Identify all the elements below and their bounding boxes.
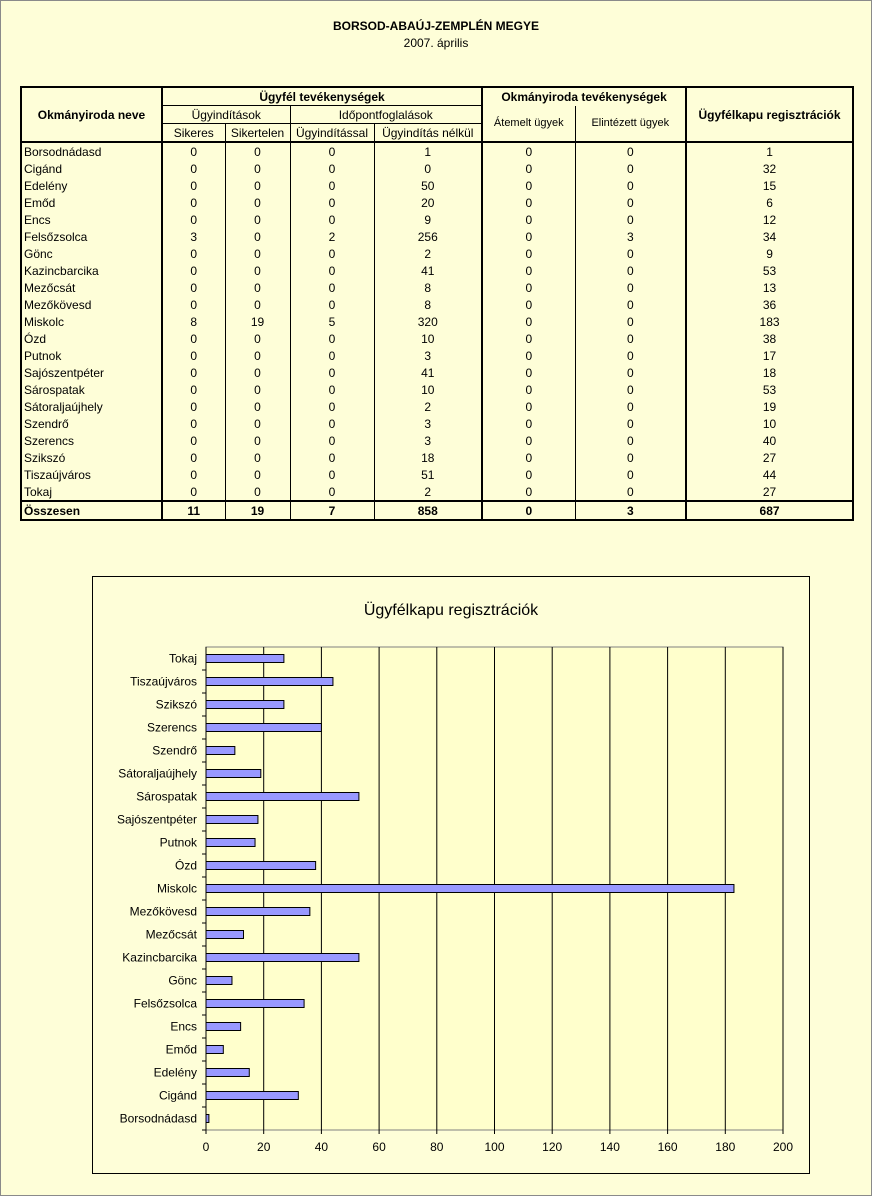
value-cell: 0 [162, 160, 225, 177]
value-cell: 0 [575, 313, 686, 330]
bar [206, 1046, 223, 1054]
value-cell: 13 [686, 279, 853, 296]
table-row [21, 194, 853, 211]
value-cell: 0 [225, 347, 290, 364]
category-label: Putnok [159, 835, 197, 850]
table-row [21, 398, 853, 415]
value-cell: 0 [374, 160, 482, 177]
office-name-cell: Mezőcsát [21, 279, 162, 296]
category-label: Sárospatak [136, 789, 197, 804]
value-cell: 0 [225, 381, 290, 398]
value-cell: 0 [482, 194, 575, 211]
office-name-cell: Sárospatak [21, 381, 162, 398]
value-cell: 0 [575, 483, 686, 501]
report-header [0, 17, 872, 52]
total-cell: 11 [162, 501, 225, 520]
value-cell: 9 [374, 211, 482, 228]
value-cell: 10 [686, 415, 853, 432]
value-cell: 15 [686, 177, 853, 194]
value-cell: 0 [162, 432, 225, 449]
table-row [21, 160, 853, 177]
value-cell: 2 [374, 398, 482, 415]
value-cell: 0 [162, 279, 225, 296]
value-cell: 3 [575, 228, 686, 245]
table-row [21, 330, 853, 347]
value-cell: 0 [290, 415, 374, 432]
value-cell: 0 [162, 142, 225, 160]
value-cell: 0 [482, 398, 575, 415]
bar [206, 885, 734, 893]
value-cell: 183 [686, 313, 853, 330]
value-cell: 0 [290, 279, 374, 296]
bar-chart [93, 577, 809, 1173]
bar [206, 816, 258, 824]
value-cell: 0 [575, 432, 686, 449]
value-cell: 0 [162, 483, 225, 501]
office-name-cell: Cigánd [21, 160, 162, 177]
office-name-cell: Sajószentpéter [21, 364, 162, 381]
bar [206, 1115, 209, 1123]
value-cell: 12 [686, 211, 853, 228]
table-row [21, 432, 853, 449]
value-cell: 0 [482, 262, 575, 279]
table-row [21, 177, 853, 194]
bar [206, 954, 359, 962]
value-cell: 27 [686, 449, 853, 466]
value-cell: 0 [575, 160, 686, 177]
value-cell: 0 [575, 347, 686, 364]
value-cell: 1 [374, 142, 482, 160]
statistics-table [20, 86, 854, 521]
value-cell: 0 [290, 142, 374, 160]
value-cell: 0 [225, 177, 290, 194]
value-cell: 0 [290, 194, 374, 211]
value-cell: 0 [162, 177, 225, 194]
x-tick-label: 40 [314, 1140, 329, 1154]
value-cell: 0 [162, 245, 225, 262]
value-cell: 0 [482, 483, 575, 501]
value-cell: 0 [482, 313, 575, 330]
x-tick-label: 20 [257, 1140, 271, 1154]
value-cell: 0 [225, 330, 290, 347]
chart-title: Ügyfélkapu regisztrációk [363, 602, 539, 619]
value-cell: 10 [374, 330, 482, 347]
total-cell: 7 [290, 501, 374, 520]
office-name-cell: Szerencs [21, 432, 162, 449]
bar [206, 793, 359, 801]
value-cell: 3 [162, 228, 225, 245]
value-cell: 0 [162, 194, 225, 211]
value-cell: 0 [225, 466, 290, 483]
value-cell: 0 [482, 296, 575, 313]
bar [206, 977, 232, 985]
value-cell: 0 [290, 483, 374, 501]
value-cell: 18 [374, 449, 482, 466]
x-tick-label: 80 [430, 1140, 444, 1154]
value-cell: 0 [225, 296, 290, 313]
total-cell: 858 [374, 501, 482, 520]
col-header-ugyinditas-nelkul: Ügyindítás nélkül [374, 124, 482, 143]
category-label: Szikszó [155, 697, 197, 712]
sub-header-idopont: Időpontfoglalások [290, 106, 482, 124]
bar [206, 1023, 241, 1031]
col-header-atemelt: Átemelt ügyek [482, 106, 575, 143]
chart-panel [92, 576, 810, 1174]
value-cell: 17 [686, 347, 853, 364]
value-cell: 0 [482, 142, 575, 160]
value-cell: 0 [225, 364, 290, 381]
category-label: Kazincbarcika [122, 950, 197, 965]
office-name-cell: Borsodnádasd [21, 142, 162, 160]
total-cell: 0 [482, 501, 575, 520]
bar [206, 931, 244, 939]
x-tick-label: 60 [372, 1140, 386, 1154]
table-row [21, 262, 853, 279]
value-cell: 18 [686, 364, 853, 381]
office-name-cell: Emőd [21, 194, 162, 211]
value-cell: 0 [162, 364, 225, 381]
value-cell: 0 [225, 279, 290, 296]
category-label: Encs [170, 1019, 197, 1034]
value-cell: 0 [575, 279, 686, 296]
value-cell: 19 [686, 398, 853, 415]
bar [206, 1092, 298, 1100]
value-cell: 0 [290, 296, 374, 313]
bar [206, 839, 255, 847]
value-cell: 36 [686, 296, 853, 313]
table-body [21, 142, 853, 501]
office-name-cell: Encs [21, 211, 162, 228]
category-label: Sátoraljaújhely [118, 766, 197, 781]
value-cell: 19 [225, 313, 290, 330]
value-cell: 0 [162, 381, 225, 398]
value-cell: 32 [686, 160, 853, 177]
value-cell: 8 [162, 313, 225, 330]
value-cell: 53 [686, 381, 853, 398]
office-name-cell: Kazincbarcika [21, 262, 162, 279]
office-name-cell: Sátoraljaújhely [21, 398, 162, 415]
total-cell: 19 [225, 501, 290, 520]
value-cell: 51 [374, 466, 482, 483]
table-row [21, 381, 853, 398]
value-cell: 0 [290, 381, 374, 398]
x-tick-label: 100 [484, 1140, 505, 1154]
value-cell: 0 [162, 466, 225, 483]
value-cell: 0 [482, 211, 575, 228]
value-cell: 1 [686, 142, 853, 160]
total-cell: Összesen [21, 501, 162, 520]
table-row [21, 279, 853, 296]
value-cell: 0 [482, 381, 575, 398]
value-cell: 0 [575, 466, 686, 483]
value-cell: 0 [162, 415, 225, 432]
value-cell: 0 [290, 211, 374, 228]
value-cell: 0 [482, 347, 575, 364]
bar [206, 862, 316, 870]
col-header-ugyfelkapu: Ügyfélkapu regisztrációk [686, 87, 853, 142]
value-cell: 0 [162, 296, 225, 313]
value-cell: 0 [225, 483, 290, 501]
category-label: Mezőcsát [145, 927, 197, 942]
table-row [21, 296, 853, 313]
value-cell: 0 [575, 364, 686, 381]
office-name-cell: Mezőkövesd [21, 296, 162, 313]
category-label: Ózd [174, 858, 197, 873]
value-cell: 0 [482, 228, 575, 245]
table-row [21, 483, 853, 501]
total-row [21, 501, 853, 520]
value-cell: 0 [575, 262, 686, 279]
value-cell: 0 [225, 194, 290, 211]
total-cell: 687 [686, 501, 853, 520]
sub-header-ugyinditasok: Ügyindítások [162, 106, 290, 124]
bar [206, 724, 321, 732]
table-row [21, 364, 853, 381]
value-cell: 0 [162, 398, 225, 415]
value-cell: 0 [225, 211, 290, 228]
category-label: Miskolc [156, 881, 197, 896]
value-cell: 27 [686, 483, 853, 501]
table-row [21, 211, 853, 228]
value-cell: 3 [374, 415, 482, 432]
value-cell: 0 [575, 381, 686, 398]
col-header-sikeres: Sikeres [162, 124, 225, 143]
value-cell: 0 [575, 177, 686, 194]
value-cell: 50 [374, 177, 482, 194]
bar [206, 1000, 304, 1008]
table-footer [21, 501, 853, 520]
value-cell: 0 [290, 177, 374, 194]
value-cell: 0 [162, 330, 225, 347]
value-cell: 0 [162, 347, 225, 364]
value-cell: 0 [482, 279, 575, 296]
bar [206, 655, 284, 663]
office-name-cell: Szendrő [21, 415, 162, 432]
value-cell: 0 [225, 245, 290, 262]
x-tick-label: 120 [542, 1140, 563, 1154]
table-row [21, 313, 853, 330]
value-cell: 0 [162, 449, 225, 466]
value-cell: 0 [290, 364, 374, 381]
group-header-ugyfel: Ügyfél tevékenységek [162, 87, 482, 106]
value-cell: 0 [482, 330, 575, 347]
category-label: Szerencs [146, 720, 197, 735]
report-title: BORSOD-ABAÚJ-ZEMPLÉN MEGYE [332, 19, 539, 33]
value-cell: 6 [686, 194, 853, 211]
value-cell: 0 [482, 466, 575, 483]
table-row [21, 228, 853, 245]
value-cell: 0 [290, 347, 374, 364]
table-row [21, 245, 853, 262]
value-cell: 40 [686, 432, 853, 449]
total-cell: 3 [575, 501, 686, 520]
office-name-cell: Tiszaújváros [21, 466, 162, 483]
value-cell: 41 [374, 262, 482, 279]
value-cell: 20 [374, 194, 482, 211]
category-label: Cigánd [158, 1088, 197, 1103]
value-cell: 0 [482, 432, 575, 449]
value-cell: 34 [686, 228, 853, 245]
x-tick-label: 200 [772, 1140, 794, 1154]
value-cell: 41 [374, 364, 482, 381]
table-row [21, 415, 853, 432]
value-cell: 0 [575, 415, 686, 432]
value-cell: 256 [374, 228, 482, 245]
value-cell: 0 [290, 245, 374, 262]
table-row [21, 466, 853, 483]
category-label: Emőd [165, 1042, 197, 1057]
value-cell: 38 [686, 330, 853, 347]
value-cell: 2 [290, 228, 374, 245]
office-name-cell: Szikszó [21, 449, 162, 466]
value-cell: 0 [225, 142, 290, 160]
bar [206, 678, 333, 686]
table-row [21, 449, 853, 466]
value-cell: 0 [290, 262, 374, 279]
value-cell: 0 [162, 211, 225, 228]
report-subtitle: 2007. április [403, 36, 469, 50]
value-cell: 5 [290, 313, 374, 330]
bar [206, 747, 235, 755]
value-cell: 0 [482, 160, 575, 177]
category-label: Tiszaújváros [130, 674, 197, 689]
value-cell: 0 [290, 449, 374, 466]
category-label: Felsőzsolca [133, 996, 197, 1011]
value-cell: 2 [374, 483, 482, 501]
value-cell: 3 [374, 347, 482, 364]
office-name-cell: Gönc [21, 245, 162, 262]
table-row [21, 142, 853, 160]
value-cell: 10 [374, 381, 482, 398]
category-label: Sajószentpéter [116, 812, 197, 827]
col-header-ugyinditassal: Ügyindítással [290, 124, 374, 143]
value-cell: 53 [686, 262, 853, 279]
value-cell: 0 [162, 262, 225, 279]
office-name-cell: Felsőzsolca [21, 228, 162, 245]
value-cell: 0 [482, 245, 575, 262]
value-cell: 0 [225, 432, 290, 449]
x-tick-label: 160 [657, 1140, 678, 1154]
category-label: Mezőkövesd [129, 904, 197, 919]
value-cell: 0 [225, 415, 290, 432]
value-cell: 0 [575, 194, 686, 211]
value-cell: 2 [374, 245, 482, 262]
value-cell: 9 [686, 245, 853, 262]
value-cell: 0 [225, 398, 290, 415]
value-cell: 320 [374, 313, 482, 330]
col-header-sikertelen: Sikertelen [225, 124, 290, 143]
value-cell: 0 [482, 449, 575, 466]
x-tick-label: 180 [715, 1140, 736, 1154]
category-label: Gönc [168, 973, 197, 988]
category-label: Edelény [153, 1065, 197, 1080]
value-cell: 44 [686, 466, 853, 483]
table-row [21, 347, 853, 364]
table-header [21, 87, 853, 142]
value-cell: 0 [575, 330, 686, 347]
value-cell: 0 [575, 245, 686, 262]
value-cell: 0 [482, 415, 575, 432]
bar [206, 1069, 249, 1077]
value-cell: 0 [575, 449, 686, 466]
value-cell: 0 [482, 177, 575, 194]
col-header-name: Okmányiroda neve [21, 87, 162, 142]
office-name-cell: Edelény [21, 177, 162, 194]
value-cell: 0 [290, 466, 374, 483]
value-cell: 0 [225, 262, 290, 279]
category-label: Borsodnádasd [119, 1111, 197, 1126]
value-cell: 0 [225, 160, 290, 177]
office-name-cell: Tokaj [21, 483, 162, 501]
col-header-elintezett: Elintézett ügyek [575, 106, 686, 143]
x-tick-label: 140 [599, 1140, 620, 1154]
value-cell: 8 [374, 296, 482, 313]
x-tick-label: 0 [202, 1140, 210, 1154]
value-cell: 0 [575, 211, 686, 228]
value-cell: 3 [374, 432, 482, 449]
value-cell: 0 [290, 330, 374, 347]
value-cell: 0 [225, 449, 290, 466]
value-cell: 0 [575, 142, 686, 160]
category-label: Tokaj [168, 651, 197, 666]
value-cell: 0 [575, 296, 686, 313]
value-cell: 0 [225, 228, 290, 245]
bar [206, 770, 261, 778]
office-name-cell: Miskolc [21, 313, 162, 330]
bar [206, 908, 310, 916]
office-name-cell: Putnok [21, 347, 162, 364]
group-header-okmany: Okmányiroda tevékenységek [482, 87, 686, 106]
value-cell: 0 [482, 364, 575, 381]
value-cell: 0 [575, 398, 686, 415]
office-name-cell: Ózd [21, 330, 162, 347]
value-cell: 0 [290, 160, 374, 177]
value-cell: 0 [290, 432, 374, 449]
value-cell: 0 [290, 398, 374, 415]
value-cell: 8 [374, 279, 482, 296]
category-label: Szendrő [152, 743, 197, 758]
bar [206, 701, 284, 709]
